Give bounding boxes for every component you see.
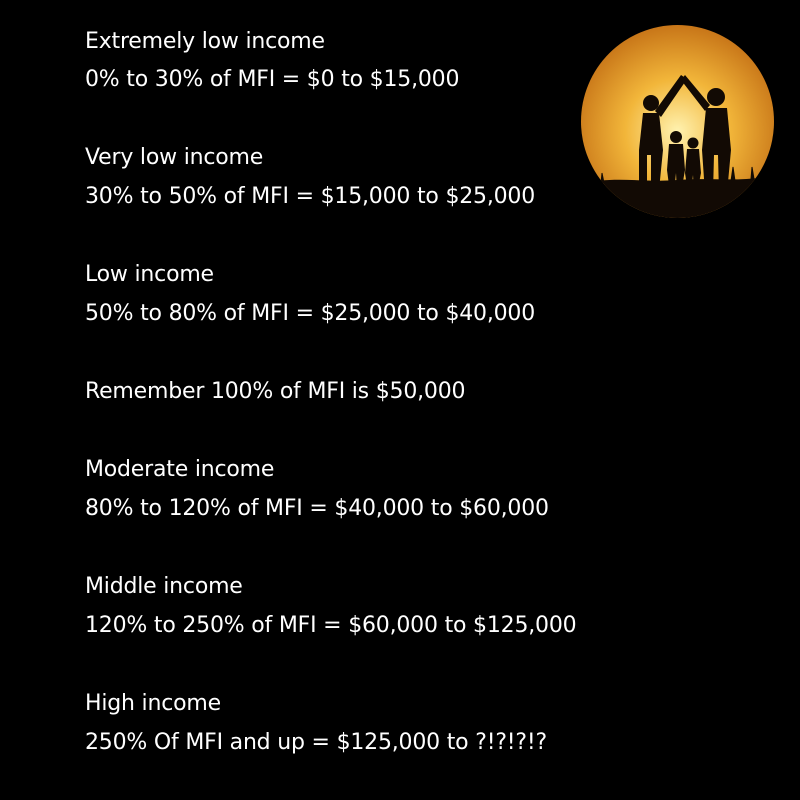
family-silhouette-sunset-image [581,25,774,218]
section-title-low: Low income [85,262,214,287]
section-detail-moderate: 80% to 120% of MFI = $40,000 to $60,000 [85,496,549,521]
section-detail-very-low: 30% to 50% of MFI = $15,000 to $25,000 [85,184,536,209]
section-title-middle: Middle income [85,574,243,599]
section-title-moderate: Moderate income [85,457,275,482]
section-detail-middle: 120% to 250% of MFI = $60,000 to $125,000 [85,613,577,638]
section-detail-high: 250% Of MFI and up = $125,000 to ?!?!?!? [85,730,547,755]
photo-clip-group [581,25,774,218]
section-detail-extremely-low: 0% to 30% of MFI = $0 to $15,000 [85,67,460,92]
section-detail-low: 50% to 80% of MFI = $25,000 to $40,000 [85,301,536,326]
section-title-high: High income [85,691,221,716]
section-title-very-low: Very low income [85,145,264,170]
section-title-extremely-low: Extremely low income [85,29,325,54]
mfi-reminder-note: Remember 100% of MFI is $50,000 [85,379,466,404]
